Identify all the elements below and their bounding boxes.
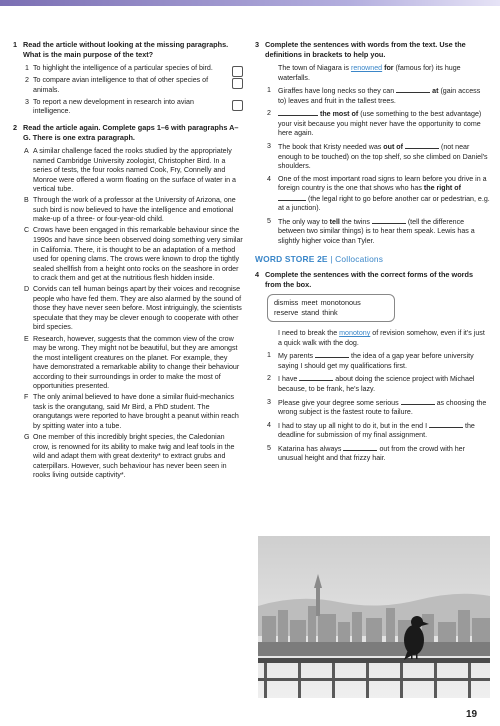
sentence-item-2 [255,109,490,139]
option-text: To highlight the intelligence of a particular species of bird. [33,64,213,73]
paragraph-letter: E [24,334,29,343]
paragraph-letter: D [24,285,30,294]
sentence-text: the twins [339,217,372,226]
gap-item-4 [255,421,490,441]
sentence-text: The town of Niagara is [278,64,351,73]
paragraph-e [13,335,243,392]
gap-item-3 [255,398,490,418]
word-box-line: reserve stand think [274,308,338,318]
answer-gap[interactable] [372,217,406,224]
exercise-number: 3 [255,40,260,49]
item-number: 3 [267,142,271,151]
exercise-number: 2 [13,122,18,132]
top-accent-bar [0,0,500,6]
answer-gap[interactable] [343,444,377,451]
item-number: 2 [267,109,271,118]
example-answer: monotony [339,329,371,338]
sentence-text: I need to break the [278,329,340,338]
answer-gap[interactable] [278,109,318,116]
paragraph-c [13,226,243,283]
paragraph-letter: G [24,432,30,441]
item-number: 4 [267,174,271,183]
answer-gap[interactable] [429,421,463,428]
option-3 [13,98,243,117]
sentence-text: the deadline for submission of my final assignment. [278,421,475,440]
option-text: To compare avian intelligence to that of other species of animals. [33,76,209,94]
paragraph-text: The only animal believed to have done a similar fluid-mechanics task is the orangutang, said Mr Bird, a PhD student. The orangutangs were reported to have brought a peanut within reach by spitting water into a tube. [33,393,239,430]
sentence-text: One of the most important road signs to learn before you drive in a foreign country is the one that shows who has [278,174,487,193]
paragraph-a [13,147,243,195]
sentence-text: (not near enough to be touched) on the top shelf, so she climbed on Daniel's shoulders. [278,143,488,171]
sentence-item-4 [255,175,490,214]
exercise-instruction: Complete the sentences with the correct forms of the words from the box. [265,270,474,289]
answer-gap[interactable] [396,86,430,93]
exercise-3-heading [255,40,490,59]
word-box [267,294,395,322]
sentence-item-3 [255,142,490,172]
option-1 [13,64,243,74]
paragraph-text: Corvids can tell human beings apart by their voices and recognise people who have fed them. They are also alarmed by the sound of those they have never seen before. Most intriguingly, the scientists speculate that they may be clever enough to cooperate with other bird species. [33,285,242,332]
sentence-text: Giraffes have long necks so they can [278,87,397,96]
answer-gap[interactable] [401,398,435,405]
bold-word: the right of [423,184,461,193]
exercise-instruction: Read the article without looking at the missing paragraphs. What is the main purpose of the text? [23,40,229,59]
paragraph-letter: C [24,226,30,235]
sentence-text: (the legal right to go before another car or pedestrian, e.g. at a junction). [278,194,490,213]
sentence-text: (use something to the best advantage) your visit because you might never have the opportunity to come here again. [278,110,482,138]
answer-gap[interactable] [278,194,306,201]
left-column [13,40,243,482]
bold-word: tell [329,217,340,226]
paragraph-text: Through the work of a professor at the University of Arizona, one such bird is now believed to have the intelligence and emotional make-up of a three- or four-year-old child. [33,196,236,224]
answer-checkbox[interactable] [232,78,243,89]
option-number: 3 [25,97,29,106]
option-number: 2 [25,76,29,85]
paragraph-letter: B [24,196,29,205]
gap-item-5 [255,444,490,464]
page-number: 19 [466,709,478,720]
bold-word: for [384,64,394,73]
item-number: 1 [267,86,271,95]
item-number: 5 [267,216,271,225]
word-store-heading [255,255,490,265]
exercise-number: 4 [255,270,260,280]
answer-gap[interactable] [315,351,349,358]
bold-word: out of [383,143,403,152]
sentence-item-5 [255,217,490,247]
item-number: 5 [267,443,271,452]
right-column [255,40,490,467]
sentence-text: as choosing the wrong subject is the fastest route to failure. [278,398,487,417]
bold-word: the most of [319,110,359,119]
example-sentence [255,64,490,83]
paragraph-f [13,393,243,431]
paragraph-letter: A [24,147,29,156]
sentence-text: out from the crowd with her unusual height and that frizzy hair. [278,444,465,463]
bold-word: at [432,87,439,96]
item-number: 3 [267,397,271,406]
example-sentence [255,329,490,348]
sentence-text: Please give your degree some serious [278,398,401,407]
sentence-text: the idea of a gap year before university saying I should get my qualifications first. [278,352,474,370]
sentence-text: Katarina has always [278,444,344,453]
exercise-1-heading [13,40,243,59]
paragraph-d [13,285,243,333]
option-number: 1 [25,64,29,73]
exercise-2-heading [13,123,243,142]
sentence-text: I have [278,375,300,384]
item-number: 4 [267,420,271,429]
paragraph-text: One member of this incredibly bright species, the Caledonian crow, is renowned for its ability to make twig and leaf tools in the wild and adapt them with great dexterity* to extract grubs and caterpillars. However, such behaviour has never been seen in rooks living outside captivity*. [33,432,235,480]
word-store-label: WORD STORE 2E [255,254,328,265]
word-box-line: dismiss meet monotonous [274,298,361,308]
sentence-text: (famous for) its huge waterfalls. [278,64,461,82]
crow-photo-illustration [258,536,490,698]
sentence-text: (gain access to) leaves and fruit in the tallest trees. [278,87,481,105]
item-number: 1 [267,351,271,360]
option-text: To report a new development in research into avian intelligence. [33,97,194,116]
sentence-text: My parents [278,352,316,361]
exercise-instruction: Read the article again. Complete gaps 1–6 with paragraphs A–G. There is one extra paragraph. [23,122,239,142]
exercise-instruction: Complete the sentences with words from the text. Use the definitions in brackets to help you. [265,40,466,59]
answer-checkbox[interactable] [232,100,243,111]
answer-gap[interactable] [405,142,439,149]
exercise-4-heading [255,270,490,289]
paragraph-text: A similar challenge faced the rooks studied by the appropriately named Cambridge University zoologist, Christopher Bird. In a series of tests, the four rooks named Cook, Fry, Connelly and Monroe were offered a worm floating on the surface of water in a vertical tube. [33,147,236,194]
crow-city-photo [258,536,490,698]
answer-gap[interactable] [299,374,333,381]
option-2 [13,76,243,95]
gap-item-2 [255,374,490,394]
exercise-number: 1 [13,40,18,49]
sentence-text: I had to stay up all night to do it, but in the end I [278,421,430,430]
sentence-text: of revision somehow, even if it's just a quick walk with the dog. [278,329,485,347]
sentence-text: The book that Kristy needed was [278,143,384,152]
sentence-text: The only way to [278,217,330,226]
gap-item-1 [255,351,490,371]
separator: | [327,254,336,265]
sentence-text: (tell the difference between two similar things) is to hear them speak. Lewis has a slightly higher voice than Tyler. [278,217,475,245]
paragraph-b [13,196,243,225]
word-store-subtitle: Collocations [335,254,384,265]
paragraph-text: Research, however, suggests that the common view of the crow may be wrong. They might not be beautiful, but they are amongst the most intelligent creatures on the planet. For example, they have demonstrated a remarkable ability to change their behaviour according to their surroundings in order to make the most of opportunities presented. [33,334,240,391]
sentence-text: about doing the science project with Michael because, to be frank, he's lazy. [278,375,475,393]
paragraph-letter: F [24,393,29,402]
example-answer: renowned [350,64,383,73]
sentence-item-1 [255,86,490,106]
paragraph-g [13,433,243,481]
item-number: 2 [267,374,271,383]
paragraph-text: Crows have been engaged in this remarkable behaviour since the 1990s and have since been observed doing something very similar in California. There, it is thought to be an adaptation of a method used for opening clams. The crows were known to drop the tightly sealed shellfish from a height onto rocks on the seashore in order to crack them and get at the nutritious flesh hidden inside. [33,226,243,283]
